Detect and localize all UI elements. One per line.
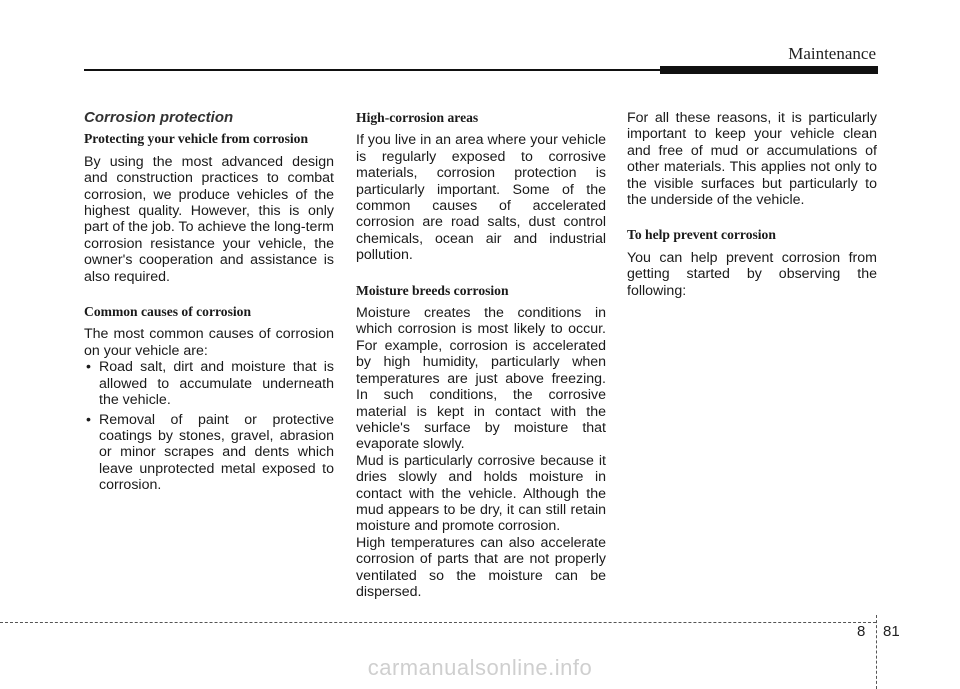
section-title: Corrosion protection (84, 109, 234, 126)
paragraph-moisture: Moisture creates the conditions in which corrosion is most likely to occur. For example, corrosion is accelerated by high humidity, particularly when temperatures are just above freezing. In such conditions, the corrosive material is kept in contact with the vehicle's surface by moisture that evaporate slowly. (356, 305, 606, 453)
list-item-text: Road salt, dirt and moisture that is allowed to accumulate underneath the vehicle. (99, 359, 334, 409)
footer-dashed-rule (0, 622, 876, 623)
page-number: 81 (883, 623, 900, 640)
subheading-protecting: Protecting your vehicle from corrosion (84, 131, 308, 147)
header-bar (660, 66, 878, 74)
paragraph-common-causes: The most common causes of corrosion on your vehicle are: (84, 326, 334, 359)
section-header-title: Maintenance (788, 44, 876, 63)
list-item (84, 412, 334, 494)
chapter-number: 8 (857, 623, 866, 640)
bullet-icon: • (86, 411, 91, 428)
bullet-icon: • (86, 359, 91, 376)
list-item (84, 359, 334, 408)
subheading-prevent: To help prevent corrosion (627, 227, 776, 243)
causes-list (84, 359, 334, 493)
header-rule (84, 69, 660, 71)
watermark: carmanualsonline.info (367, 655, 593, 680)
paragraph-protecting: By using the most advanced design and construction practices to combat corrosion, we produce vehicles of the highest quality. However, this is only part of the job. To achieve the long-term corrosion resistance your vehicle, the owner's cooperation and assistance is also required. (84, 153, 334, 285)
column-1 (84, 110, 334, 497)
subheading-moisture: Moisture breeds corrosion (356, 282, 509, 298)
paragraph-prevent: You can help prevent corrosion from getting started by observing the following: (627, 249, 877, 299)
subheading-common-causes: Common causes of corrosion (84, 304, 252, 320)
subheading-high-corrosion: High-corrosion areas (356, 110, 479, 125)
paragraph-reasons: For all these reasons, it is particularly important to keep your vehicle clean and free of mud or accumulations of other materials. This applies not only to the visible surfaces but particularly to the underside of the vehicle. (627, 110, 877, 209)
paragraph-mud: Mud is particularly corrosive because it dries slowly and holds moisture in contact with the vehicle. Although the mud appears to be dry, it can still retain moisture and promote corrosion. (356, 452, 606, 535)
list-item-text: Removal of paint or protective coatings by stones, gravel, abrasion or minor scrapes and dents which leave unprotected metal exposed to corrosion. (99, 411, 334, 494)
column-2 (356, 110, 606, 600)
column-3 (627, 110, 877, 299)
paragraph-high-corrosion: If you live in an area where your vehicle is regularly exposed to corrosive materials, corrosion protection is particularly important. Some of the common causes of accelerated corrosion are road salts, dust control chemicals, ocean air and industrial pollution. (356, 132, 606, 264)
paragraph-high-temperatures: High temperatures can also accelerate corrosion of parts that are not properly ventilated so the moisture can be dispersed. (356, 534, 606, 600)
